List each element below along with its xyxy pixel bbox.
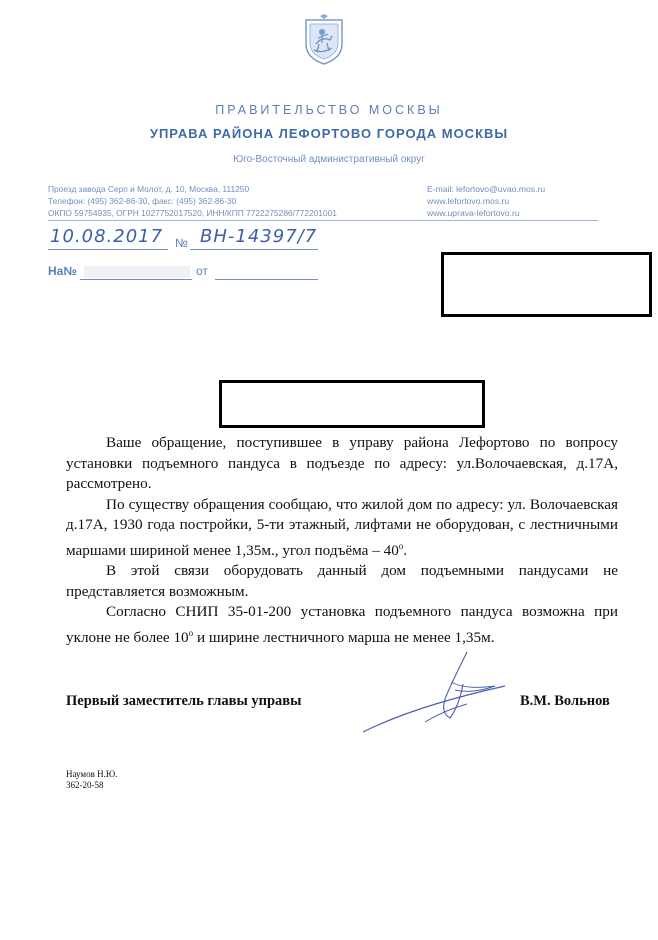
executor-phone: 362-20-58 xyxy=(66,780,104,790)
moscow-coat-of-arms-icon xyxy=(302,14,346,66)
reg-date: 10.08.2017 xyxy=(50,226,164,247)
reg-number-underline xyxy=(190,249,318,250)
ref-number-underline xyxy=(80,279,192,280)
paragraph-4: Согласно СНИП 35-01-200 установка подъемного пандуса возможна при уклоне не более $10^о$ и ширине лестничного марша не менее 1,35м. xyxy=(66,603,618,646)
ref-from: от xyxy=(196,264,208,278)
paragraph-1: Ваше обращение, поступившее в управу района Лефортово по вопросу установки подъемного пандуса в подъезде по адресу: ул.Волочаевская, д.17А, рассмотрено. xyxy=(66,434,618,492)
salutation-redaction-box xyxy=(219,380,485,428)
government-title: ПРАВИТЕЛЬСТВО МОСКВЫ xyxy=(215,103,443,117)
codes-text: ОКПО 59754935, ОГРН 1027752017520, ИНН/КПП 7722275286/772201001 xyxy=(48,208,337,218)
executor-info xyxy=(66,769,117,791)
address-text: Проезд завода Серп и Молот, д. 10, Москва, 111250 xyxy=(48,184,250,194)
contacts-left xyxy=(48,183,337,219)
executor-name: Наумов Н.Ю. xyxy=(66,769,118,779)
reg-number-sign: № xyxy=(175,236,188,250)
ref-date-underline xyxy=(215,279,318,280)
signer-title: Первый заместитель главы управы xyxy=(66,693,302,709)
contacts-right xyxy=(427,183,545,219)
ref-prefix: На№ xyxy=(48,264,77,278)
paragraph-2: По существу обращения сообщаю, что жилой дом по адресу: ул. Волочаевская д.17А, 1930 года постройки, 5-ти этажный, лифтами не оборудован, с лестничными маршами шириной менее 1,35м., угол подъёма – $40^о$. xyxy=(66,495,618,559)
ref-number-redacted xyxy=(84,266,190,278)
signer-name: В.М. Вольнов xyxy=(520,693,610,709)
site1-text: www.lefortovo.mos.ru xyxy=(427,196,510,206)
handwritten-signature xyxy=(355,646,510,736)
phone-text: Телефон: (495) 362-86-30, факс: (495) 362-86-30 xyxy=(48,196,237,206)
paragraph-3: В этой связи оборудовать данный дом подъемными пандусами не представляется возможным. xyxy=(66,562,618,600)
letter-body xyxy=(66,433,618,648)
header-divider xyxy=(48,220,598,221)
email-text: E-mail: lefortovo@uvao.mos.ru xyxy=(427,184,546,194)
reg-date-underline xyxy=(48,249,168,250)
reg-number: ВН-14397/7 xyxy=(200,226,318,247)
okrug-title: Юго-Восточный административный округ xyxy=(233,154,425,165)
site2-text: www.uprava-lefortovo.ru xyxy=(427,208,520,218)
uprava-title: УПРАВА РАЙОНА ЛЕФОРТОВО ГОРОДА МОСКВЫ xyxy=(149,126,509,141)
recipient-redaction-box xyxy=(441,252,652,317)
